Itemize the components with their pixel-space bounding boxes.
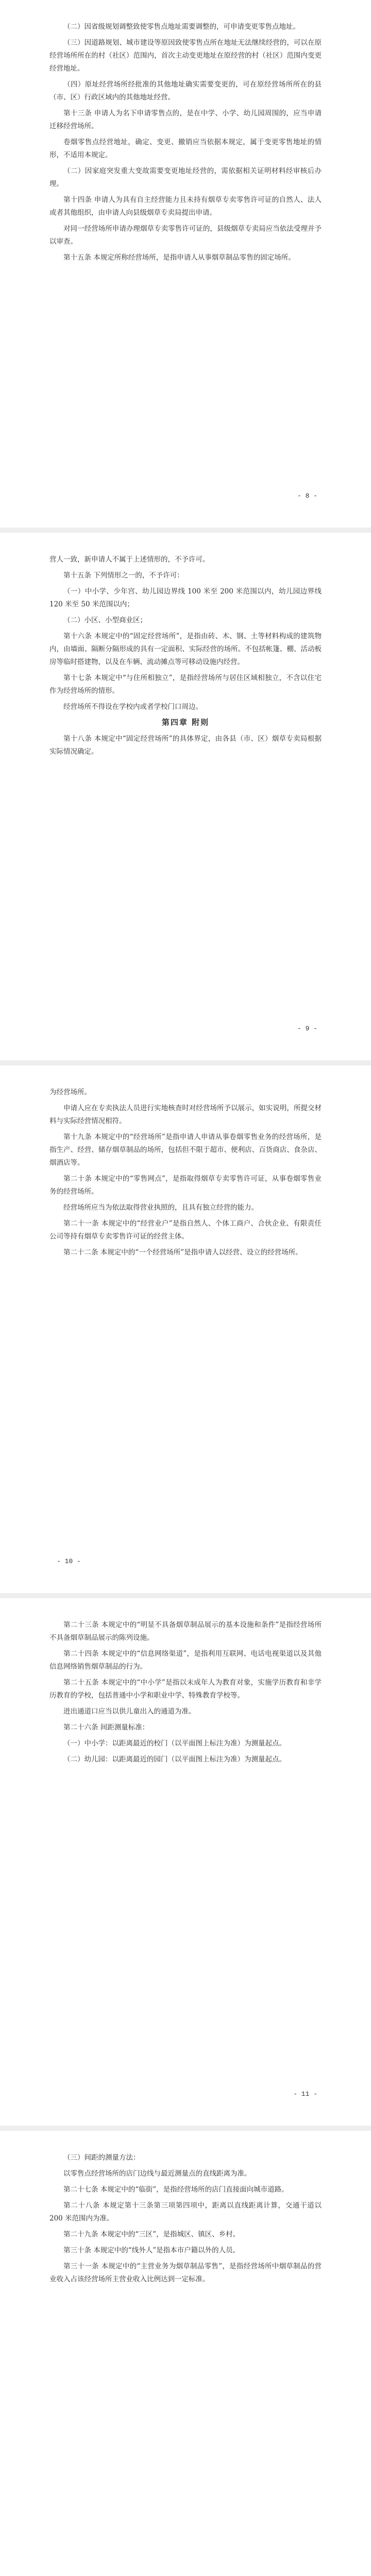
- document-page: [0, 2131, 371, 2576]
- page-number: - 11 -: [293, 2090, 317, 2098]
- paragraph: 第十五条 下列情形之一的，不予许可：: [63, 571, 184, 580]
- paragraph: （三）间距的测量方法：: [63, 2154, 140, 2162]
- paragraph: 第三十条 本规定中的“线外人”是指本市户籍以外的人员。: [63, 2246, 240, 2255]
- paragraph: 第二十一条 本规定中的“经营业户”是指自然人、个体工商户、合伙企业、有限责任公司等持有烟草专卖零售许可证的经营主体。: [49, 1219, 322, 1241]
- document-page: [0, 0, 371, 528]
- paragraph: （二）幼儿园：以距离最近的园门（以平面图上标注为准）为测量起点。: [63, 1755, 286, 1764]
- paragraph: 第十九条 本规定中的“经营场所”是指申请人申请从事卷烟零售业务的经营场所，是指生产、经营、储存烟草制品的场所，包括但不限于超市、便利店、百货商店、食杂店、烟酒店等。: [49, 1133, 322, 1167]
- paragraph: （三）因道路规划、城市建设等原因致使零售点所在地址无法继续经营的，可以在原经营场所所在的村（社区）范围内，首次主动变更地址在原经营的村（社区）范围内变更经营地址。: [49, 39, 322, 73]
- paragraph: 营人一致，新申请人不属于上述情形的，不予许可。: [49, 555, 210, 564]
- paragraph: 以零售点经营场所的店门边线与最近测量点的直线距离为准。: [63, 2170, 251, 2178]
- paragraph: 第三十一条 本规定中的“主营业务为烟草制品零售”，是指经营场所中烟草制品的营业收入占该经营场所主营业收入比例达到一定标准。: [49, 2262, 322, 2283]
- paragraph: 第十七条 本规定中“与住所相独立”，是指经营场所与居住区域相独立，不含以住宅作为经营场所的情形。: [49, 674, 322, 695]
- paragraph: （二）小区、小型商业区；: [63, 616, 147, 624]
- paragraph: 经营场所不得设在学校内或者学校门口周边。: [63, 703, 203, 711]
- paragraph: 申请人应在专卖执法人员进行实地核查时对经营场所予以展示，如实说明，所提交材料与实际经营情况相符。: [49, 1104, 322, 1125]
- paragraph: 第十四条 申请人为具有自主经营能力且未持有烟草专卖零售许可证的自然人、法人或者其他组织，由申请人向县级烟草专卖局提出申请。: [49, 196, 322, 217]
- paragraph: 第二十条 本规定中的“零售网点”，是指取得烟草专卖零售许可证，从事卷烟零售业务的经营场所。: [49, 1175, 322, 1196]
- paragraph: 第二十二条 本规定中的“一个经营场所”是指申请人以经营、设立的经营场所。: [63, 1248, 302, 1257]
- paragraph: 第十三条 申请人为名下申请零售点的，是在中学、小学、幼儿园周围的，应当申请迁移经营场所。: [49, 109, 322, 130]
- paragraph: 对同一经营场所申请办理烟草专卖零售许可证的，县级烟草专卖局应当依法受理并予以审查。: [49, 225, 322, 246]
- paragraph: 第二十八条 本规定第十三条第三项第四项中，距离以直线距离计算，交通干道以 200 米范围内为准。: [49, 2201, 322, 2223]
- paragraph: 第十八条 本规定中“固定经营场所”的具体界定，由各县（市、区）烟草专卖局根据实际情况确定。: [49, 735, 322, 756]
- paragraph: 第二十三条 本规定中的“明显不具备烟草制品展示的基本设施和条件”是指经营场所不具备烟草制品展示的陈列设施。: [49, 1621, 322, 1642]
- paragraph: 经营场所应当为依法取得营业执照的，且具有独立经营的能力。: [63, 1204, 258, 1212]
- paragraph: 第二十九条 本规定中的“三区”，是指城区、镇区、乡村。: [63, 2230, 240, 2239]
- page-number: - 10 -: [57, 1557, 81, 1565]
- paragraph: （一）中小学：以距离最近的校门（以平面图上标注为准）为测量起点。: [63, 1739, 286, 1748]
- document-page: [0, 1598, 371, 2126]
- paragraph: 为经营场所。: [49, 1088, 91, 1096]
- paragraph: 第二十六条 间距测量标准：: [63, 1723, 149, 1732]
- paragraph: （四）原址经营场所经批准的其他地址确实需要变更的，可在原经营场所所在的县（市、区）行政区域内的其他地址经营。: [49, 80, 322, 101]
- chapter-heading: 第四章 附则: [161, 718, 210, 727]
- paragraph: （二）因省级规划调整致使零售点地址需要调整的，可申请变更零售点地址。: [63, 23, 300, 31]
- paragraph: 第十五条 本规定所称经营场所，是指申请人从事烟草制品零售的固定场所。: [63, 253, 295, 262]
- paragraph: 第二十五条 本规定中的“中小学”是指以未成年人为教育对象，实施学历教育和非学历教育的学校，包括普通中小学和职业中学、特殊教育学校等。: [49, 1679, 322, 1700]
- paragraph: 第二十四条 本规定中的“信息网络渠道”，是指利用互联网、电话电视渠道以及其他信息网络销售烟草制品的行为。: [49, 1650, 322, 1671]
- document-page: [0, 533, 371, 1060]
- paragraph: 卷烟零售点经营地址，确定、变更、撤销应当依据本规定，属于变更零售地址的情形，不适用本规定。: [49, 138, 322, 159]
- paragraph: 第二十七条 本规定中的“临街”，是指经营场所的店门直接面向城市道路。: [63, 2185, 289, 2194]
- paragraph: 第十六条 本规定中的“固定经营场所”，是指由砖、木、钢、土等材料构成的建筑物内，由墙面、隔断分隔形成的具有一定面积、实际经营的场所。不包括帐篷、棚、活动板房等临时搭建物，以及在车辆、流动摊点等可移动设施内经营。: [49, 632, 322, 666]
- paragraph: （一）中小学、少年宫、幼儿园边界线 100 米至 200 米范围以内，幼儿园边界线 120 米至 50 米范围以内；: [49, 587, 322, 608]
- paragraph: （二）因家庭突发重大变故需要变更地址经营的，需依据相关证明材料经审核后办理。: [49, 167, 322, 188]
- page-number: - 8 -: [297, 492, 317, 500]
- document-page: [0, 1065, 371, 1593]
- paragraph: 进出通道口应当以供儿童出入的通道为准。: [63, 1707, 196, 1716]
- page-number: - 9 -: [297, 1025, 317, 1032]
